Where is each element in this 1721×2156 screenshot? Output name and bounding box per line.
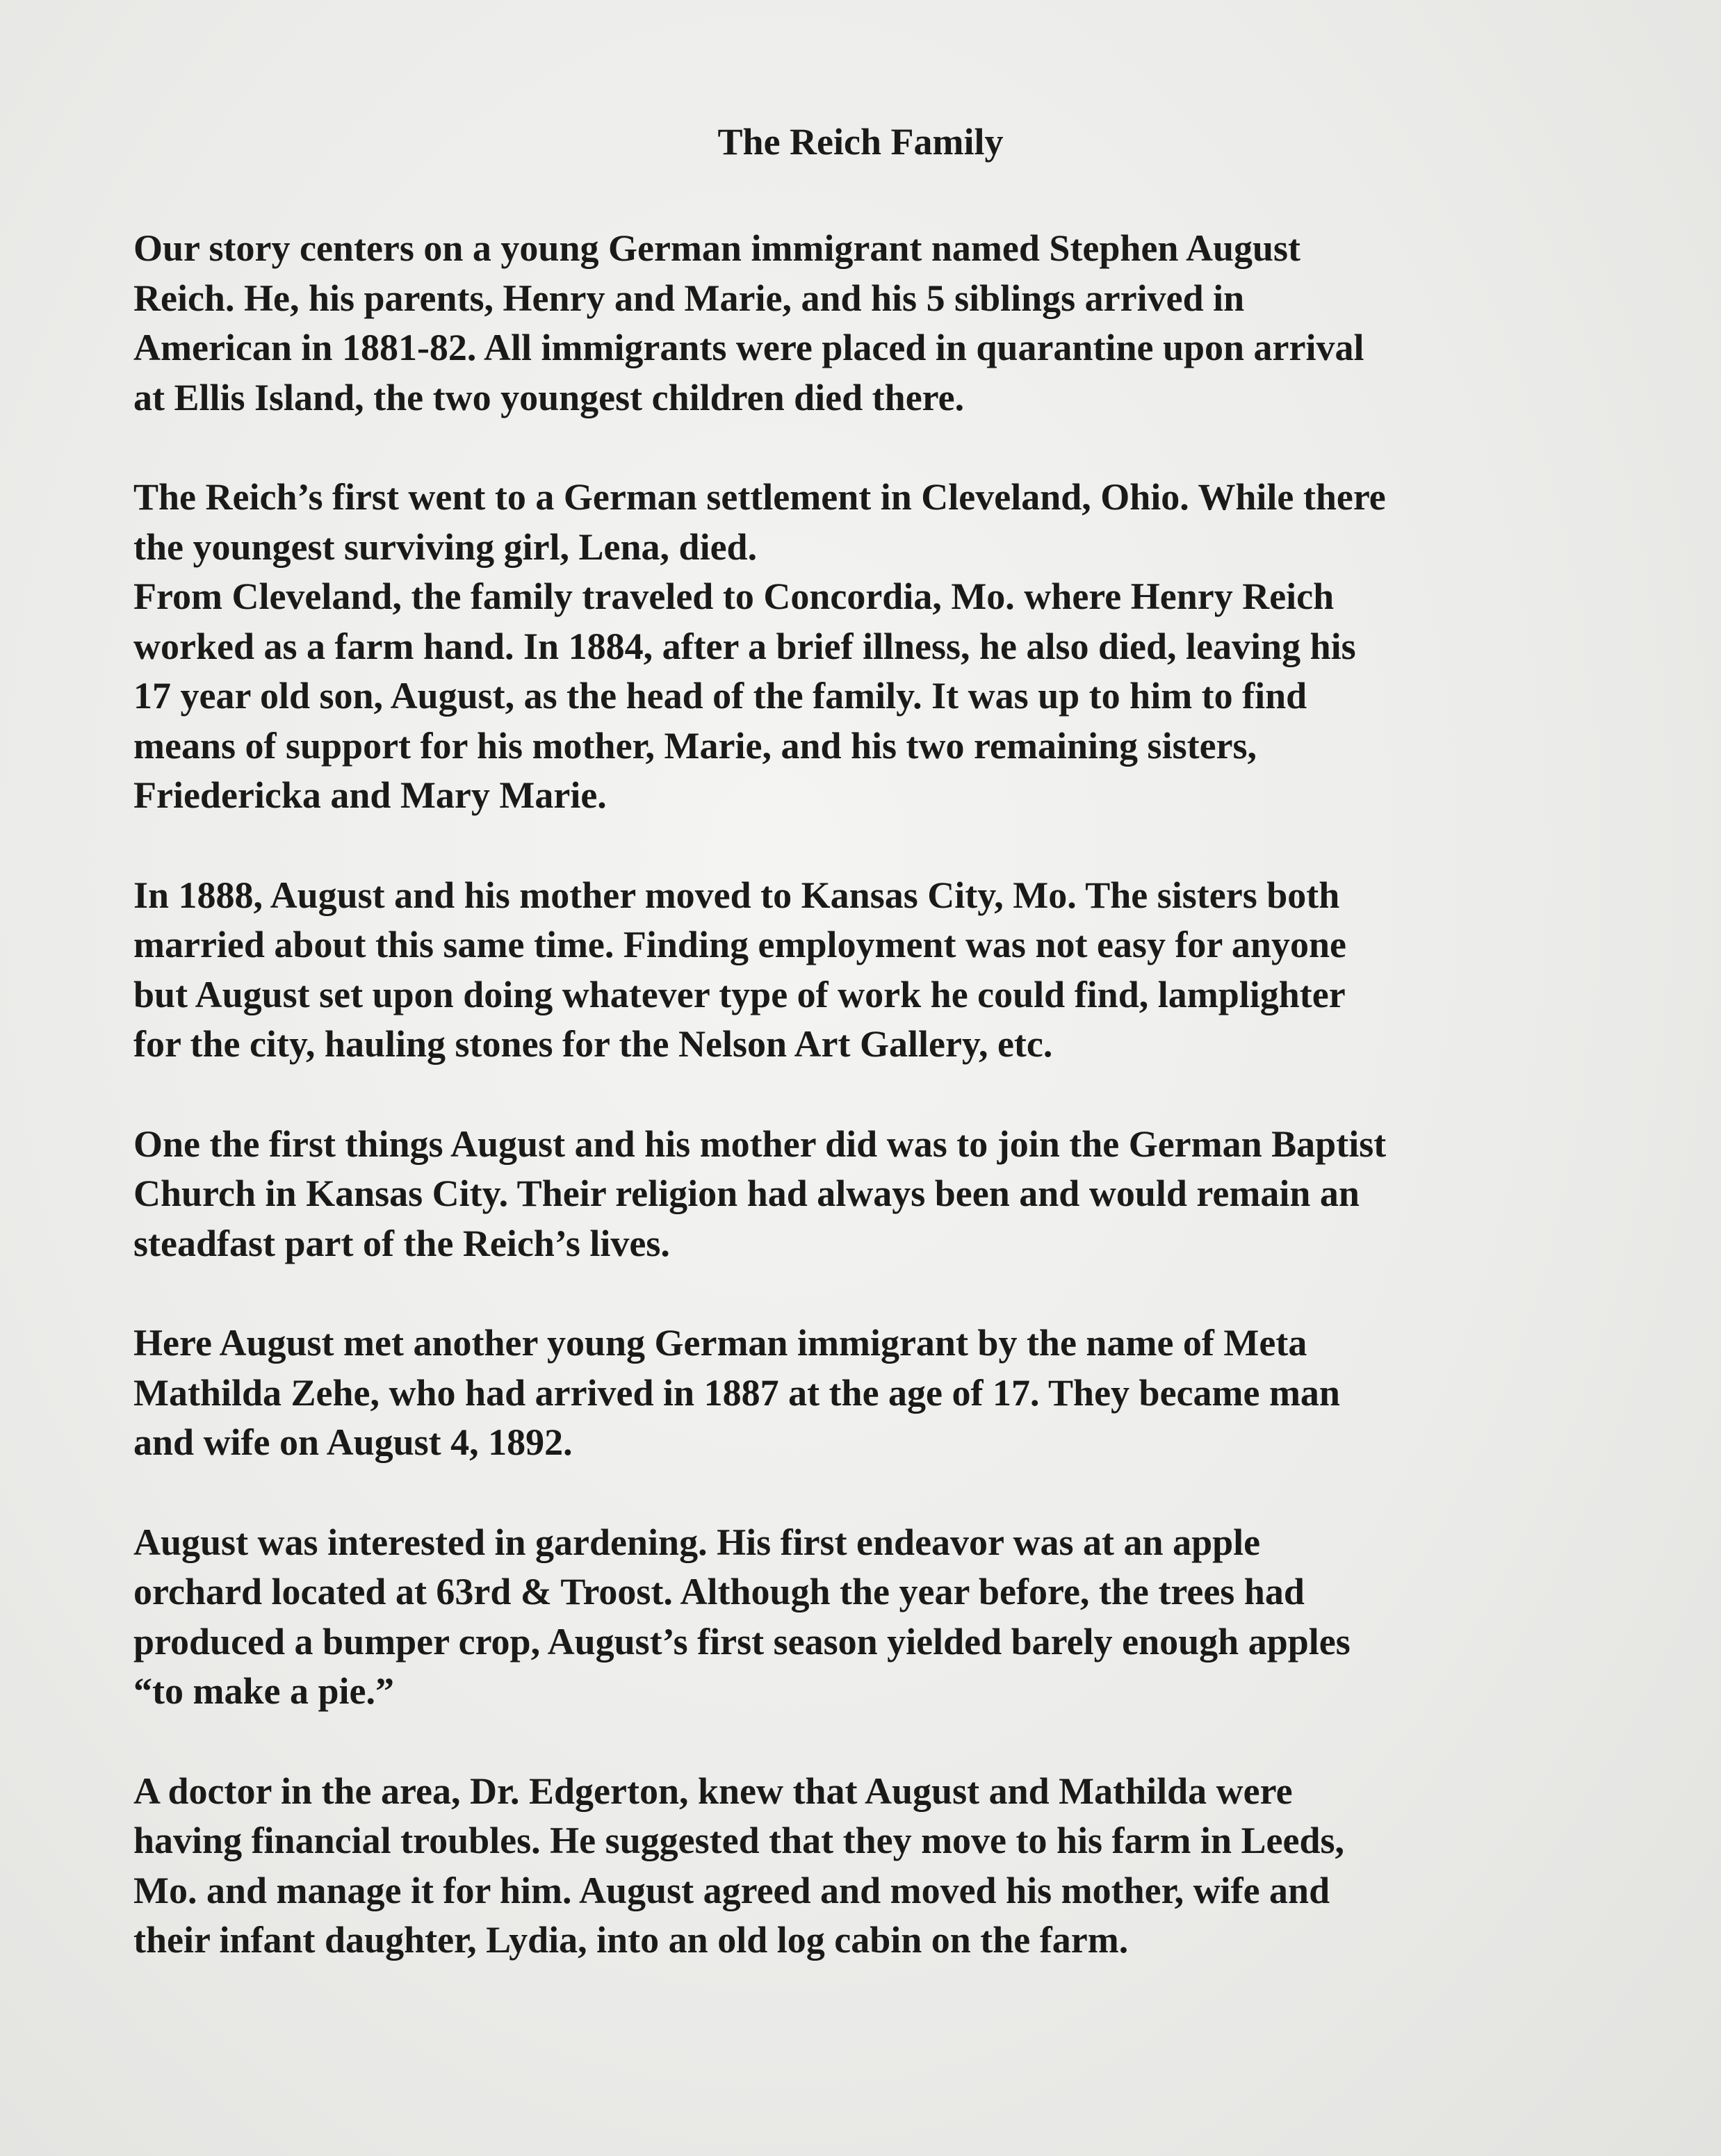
- paragraph-immigration: Our story centers on a young German immigrant named Stephen August Reich. He, his parents, Henry and Marie, and his 5 siblings arrived in American in 1881-82. All immigrants were placed in quarantine upon arrival at Ellis Island, the two youngest children died there.: [133, 227, 1364, 418]
- paragraph-kansas-city: In 1888, August and his mother moved to Kansas City, Mo. The sisters both married about this same time. Finding employment was not easy for anyone but August set upon doing whatever type of work he could find, lamplighter for the city, hauling stones for the Nelson Art Gallery, etc.: [133, 874, 1346, 1065]
- paragraph-concordia: From Cleveland, the family traveled to Concordia, Mo. where Henry Reich worked as a farm hand. In 1884, after a brief illness, he also died, leaving his 17 year old son, August, as the head of the family. It was up to him to find means of support for his mother, Marie, and his two remaining sisters, Friedericka and Mary Marie.: [133, 575, 1356, 816]
- document-body: [133, 224, 1621, 2016]
- paragraph-cleveland: The Reich’s first went to a German settlement in Cleveland, Ohio. While there the youngest surviving girl, Lena, died.: [133, 476, 1386, 568]
- paragraph-marriage: Here August met another young German immigrant by the name of Meta Mathilda Zehe, who had arrived in 1887 at the age of 17. They became man and wife on August 4, 1892.: [133, 1322, 1340, 1463]
- paragraph-orchard: August was interested in gardening. His first endeavor was at an apple orchard located at 63rd & Troost. Although the year before, the trees had produced a bumper crop, August’s first season yielded barely enough apples “to make a pie.”: [133, 1521, 1351, 1712]
- paragraph-church: One the first things August and his mother did was to join the German Baptist Church in Kansas City. Their religion had always been and would remain an steadfast part of the Reich’s lives.: [133, 1122, 1387, 1264]
- paragraph-leeds-farm: A doctor in the area, Dr. Edgerton, knew that August and Mathilda were having financial troubles. He suggested that they move to his farm in Leeds, Mo. and manage it for him. August agreed and moved his mother, wife and their infant daughter, Lydia, into an old log cabin on the farm.: [133, 1770, 1345, 1961]
- document-title: The Reich Family: [717, 121, 1004, 163]
